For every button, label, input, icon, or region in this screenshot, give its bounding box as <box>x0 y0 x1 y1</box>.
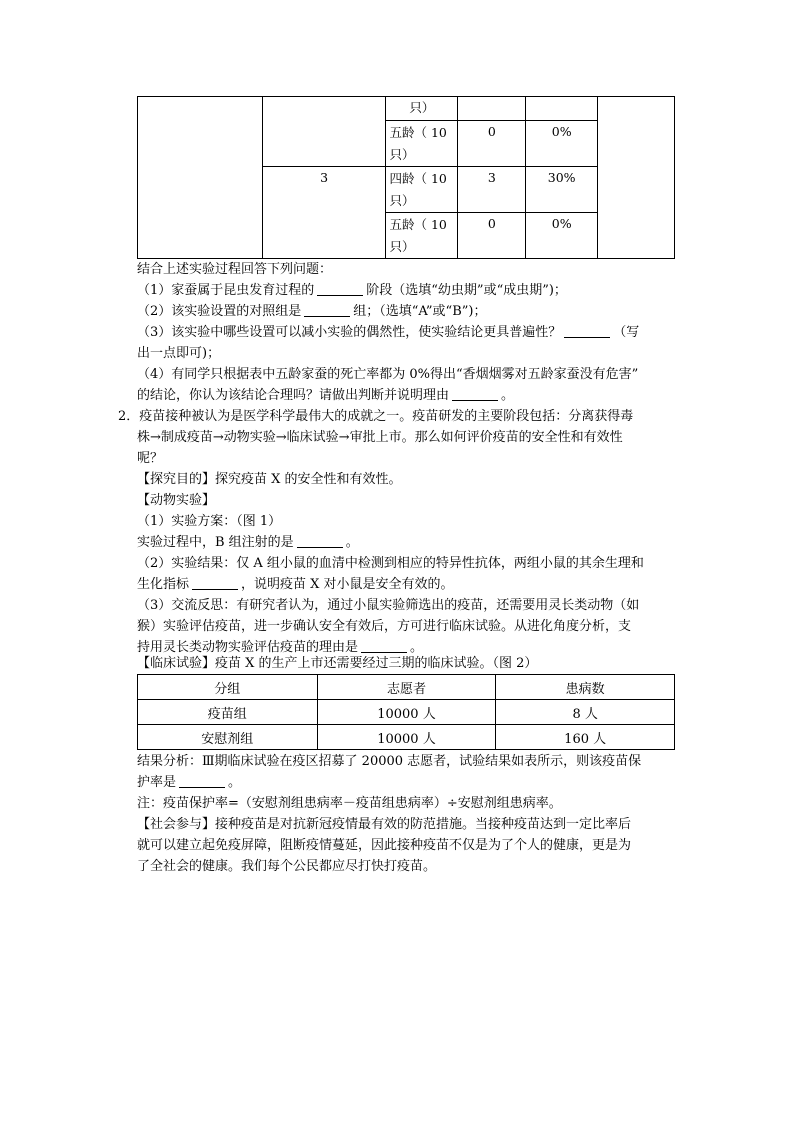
table-cell: 10000 人 <box>317 700 496 725</box>
stage-label: 五龄（ 10 <box>389 216 447 232</box>
text: ，说明疫苗 X 对小鼠是安全有效的。 <box>241 577 454 592</box>
table-cell: 3 <box>262 167 386 259</box>
table-cell <box>386 121 458 167</box>
q2-step3-cont: 猴）实验评估疫苗，进一步确认安全有效后，方可进行临床试验。从进化角度分析，支 <box>137 619 632 634</box>
table-cell: 安慰剂组 <box>138 725 318 750</box>
text: 护率是 <box>137 775 177 790</box>
answer-blank <box>317 281 363 296</box>
table-header-row <box>138 675 675 700</box>
q1-part4: （4）有同学只根据表中五龄家蚕的死亡率都为 0%得出“香烟烟雾对五龄家蚕没有危害” <box>137 367 639 382</box>
table-cell <box>138 97 263 259</box>
table-header: 志愿者 <box>317 675 496 700</box>
q2-animal-heading: 【动物实验】 <box>137 493 216 508</box>
text: 组；（选填“A”或“B”)； <box>353 304 487 319</box>
table-row <box>138 97 675 121</box>
stage-label: 只） <box>389 146 415 162</box>
q2-intro <box>118 406 663 427</box>
q2-step1: （1）实验方案：（图 1） <box>137 514 282 529</box>
q2-step1b <box>137 532 682 553</box>
table-cell <box>526 97 598 121</box>
answer-blank <box>564 323 610 338</box>
table-cell: 8 人 <box>496 700 675 725</box>
q2-purpose: 【探究目的】探究疫苗 X 的安全性和有效性。 <box>137 472 402 487</box>
table-cell <box>386 167 458 213</box>
table-row <box>138 700 675 725</box>
text: （写 <box>613 325 640 340</box>
table-cell <box>598 97 675 259</box>
text: 的结论，你认为该结论合理吗？请做出判断并说明理由 <box>137 388 450 403</box>
table-cell: 160 人 <box>496 725 675 750</box>
table-row <box>138 725 675 750</box>
text: （2）该实验设置的对照组是 <box>137 304 302 319</box>
answer-blank <box>452 386 498 401</box>
text: （3）该实验中哪些设置可以减小实验的偶然性，使实验结论更具普遍性？ <box>137 325 562 340</box>
q2-result-cont <box>137 772 682 793</box>
table-cell: 0 <box>458 121 526 167</box>
q2-social-cont2: 了全社会的健康。我们每个公民都应尽打快打疫苗。 <box>137 859 437 874</box>
table-cell <box>262 97 386 167</box>
answer-blank <box>304 302 350 317</box>
q1-part3 <box>137 322 682 343</box>
text: 。 <box>410 640 424 655</box>
q1-part3-cont: 出一点即可)； <box>137 346 221 361</box>
q1-part1 <box>137 280 682 301</box>
text: 。 <box>345 535 359 550</box>
table-cell: 疫苗组 <box>138 700 318 725</box>
text: 疫苗接种被认为是医学科学最伟大的成就之一。疫苗研发的主要阶段包括：分离获得毒 <box>139 409 634 424</box>
stage-label: 五龄（ 10 <box>389 124 447 140</box>
q2-intro-cont2: 呢？ <box>137 451 164 466</box>
q2-result: 结果分析：Ⅲ期临床试验在疫区招募了 20000 志愿者，试验结果如表所示，则该疫苗保 <box>137 754 642 769</box>
table-header: 患病数 <box>496 675 675 700</box>
q2-step2-cont <box>137 574 682 595</box>
text: 实验过程中，B 组注射的是 <box>137 535 294 550</box>
silkworm-results-table <box>137 96 675 259</box>
text: 。 <box>228 775 242 790</box>
table-cell: 只） <box>386 97 458 121</box>
table-cell: 0% <box>526 213 598 259</box>
text: 阶段（选填“幼虫期”或“成虫期”)； <box>366 283 567 298</box>
answer-blank <box>179 773 225 788</box>
table-cell: 10000 人 <box>317 725 496 750</box>
text: 生化指标 <box>137 577 190 592</box>
q1-part4-cont <box>137 385 682 406</box>
q1-part2 <box>137 301 682 322</box>
answer-blank <box>192 575 238 590</box>
table-cell <box>386 213 458 259</box>
table-cell: 0 <box>458 213 526 259</box>
text: 。 <box>501 388 515 403</box>
table-cell: 3 <box>458 167 526 213</box>
stage-label: 四龄（ 10 <box>389 170 447 186</box>
text: （1）家蚕属于昆虫发育过程的 <box>137 283 315 298</box>
q2-note: 注：疫苗保护率=（安慰剂组患病率－疫苗组患病率）÷安慰剂组患病率。 <box>137 796 562 811</box>
q2-step3: （3）交流反思：有研究者认为，通过小鼠实验筛选出的疫苗，还需要用灵长类动物（如 <box>137 598 640 613</box>
question-number: 2． <box>118 409 140 424</box>
table-cell: 30% <box>526 167 598 213</box>
table-cell <box>458 97 526 121</box>
text: 持用灵长类动物实验评估疫苗的理由是 <box>137 640 359 655</box>
stage-label: 只） <box>389 238 415 254</box>
clinical-trial-table <box>137 674 675 750</box>
q2-clinical-heading: 【临床试验】疫苗 X 的生产上市还需要经过三期的临床试验。（图 2） <box>137 656 538 671</box>
answer-blank <box>297 533 343 548</box>
q2-intro-cont: 株→制成疫苗→动物实验→临床试验→审批上市。那么如何评价疫苗的安全性和有效性 <box>137 430 623 445</box>
q2-step2: （2）实验结果：仅 A 组小鼠的血清中检测到相应的特异性抗体，两组小鼠的其余生理和 <box>137 556 644 571</box>
q1-intro: 结合上述实验过程回答下列问题： <box>137 262 333 277</box>
table-header: 分组 <box>138 675 318 700</box>
q2-social: 【社会参与】接种疫苗是对抗新冠疫情最有效的防范措施。当接种疫苗达到一定比率后 <box>137 817 632 832</box>
answer-blank <box>361 638 407 653</box>
stage-label: 只） <box>389 192 415 208</box>
table-cell: 0% <box>526 121 598 167</box>
q2-social-cont: 就可以建立起免疫屏障，阻断疫情蔓延，因此接种疫苗不仅是为了个人的健康，更是为 <box>137 838 632 853</box>
